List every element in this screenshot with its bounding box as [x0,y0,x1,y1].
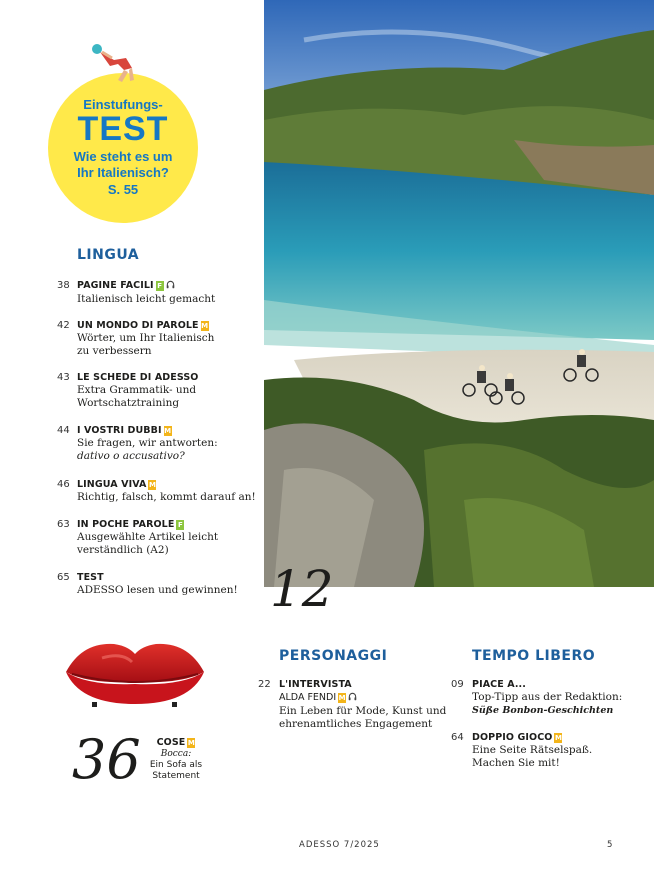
entry-title-line [77,279,215,293]
entry-page-number: 42 [57,320,70,331]
entry-page-number: 22 [258,679,271,690]
entry-desc-line: Sie fragen, wir antworten: [77,437,218,449]
level-m-icon: M [148,481,156,489]
entry-title: LINGUA VIVA [77,479,147,490]
entry-name-line [279,691,446,705]
entry-title: UN MONDO DI PAROLE [77,320,199,331]
cover-photo [264,0,654,587]
level-m-icon: M [187,739,195,747]
entry-title: COSE [156,737,186,748]
entry-page-number: 46 [57,479,70,490]
cose-page-number: 36 [72,728,141,791]
entry-name: ALDA FENDI [279,692,337,703]
level-m-icon: M [554,734,562,742]
entry-title: IN POCHE PAROLE [77,519,175,530]
entry-page-number: 63 [57,519,70,530]
toc-entry-lingua[interactable] [77,571,238,597]
section-heading-tempo-libero: TEMPO LIBERO [472,648,596,664]
entry-desc-line: Wortschatztraining [77,397,180,409]
badge-page-ref: S. 55 [107,182,139,197]
toc-entry-lingua[interactable] [77,371,198,410]
level-f-icon: F [178,521,183,529]
toc-entry-lingua[interactable] [77,279,215,306]
entry-desc-line: Italienisch leicht gemacht [77,293,216,305]
placement-test-badge[interactable] [48,73,198,223]
diver-icon [88,40,138,84]
section-heading-lingua: LINGUA [77,247,140,263]
level-m-icon: M [201,322,209,330]
entry-desc-line: Richtig, falsch, kommt darauf an! [77,491,256,503]
toc-entry-intervista[interactable] [279,678,446,731]
entry-title-line [472,678,622,691]
cose-desc-line-1: Ein Sofa als [149,760,203,770]
entry-desc-line: ADESSO lesen und gewinnen! [77,584,238,596]
entry-title: PAGINE FACILI [77,280,154,291]
entry-title-line [77,478,256,491]
entry-page-number: 38 [57,280,70,291]
toc-entry-tempo-libero[interactable] [472,678,622,717]
footer-magazine-issue: ADESSO 7/2025 [299,840,380,850]
entry-title: DOPPIO GIOCO [472,732,553,743]
entry-title: TEST [77,572,104,583]
entry-page-number: 43 [57,372,70,383]
entry-title: LE SCHEDE DI ADESSO [77,372,199,383]
toc-entry-cose[interactable] [140,737,212,782]
badge-test-label: TEST [77,110,169,148]
cose-desc-line-2: Statement [152,771,200,781]
level-f-icon: F [157,282,163,290]
footer-page-number: 5 [607,840,614,850]
entry-title-line [77,371,198,384]
entry-desc-line: dativo o accusativo? [77,450,185,462]
badge-line-4: Ihr Italienisch? [77,165,169,180]
badge-line-1: Einstufungs- [83,97,163,112]
level-m-icon: M [338,694,346,702]
entry-title-line [77,424,218,437]
entry-page-number: 44 [57,425,70,436]
section-heading-personaggi: PERSONAGGI [279,648,388,664]
entry-title: L'INTERVISTA [279,679,352,690]
badge-line-3: Wie steht es um [73,149,173,164]
level-m-icon: M [164,427,172,435]
entry-page-number: 64 [451,732,464,743]
entry-desc-line-1: Ein Leben für Mode, Kunst und [279,705,447,717]
toc-entry-lingua[interactable] [77,478,256,504]
toc-entry-lingua[interactable] [77,424,218,463]
entry-page-number: 09 [451,679,464,690]
entry-desc-line: verständlich (A2) [77,544,169,556]
headphones-icon [166,280,175,293]
entry-desc-line: Machen Sie mit! [472,757,560,769]
entry-page-number: 65 [57,572,70,583]
beach-landscape-image [264,0,654,587]
entry-desc-line: Top-Tipp aus der Redaktion: [472,691,623,703]
entry-title-line [77,518,218,531]
entry-title-line [77,319,214,332]
toc-entry-lingua[interactable] [77,518,218,557]
entry-desc-line: Extra Grammatik- und [77,384,197,396]
entry-desc-line: zu verbessern [77,345,152,357]
photo-page-number: 12 [270,560,334,618]
toc-entry-lingua[interactable] [77,319,214,358]
entry-title: PIACE A... [472,679,526,690]
entry-desc-line: Ausgewählte Artikel leicht [77,531,219,543]
entry-italic-line: Süße Bonbon-Geschichten [472,705,614,716]
entry-desc-line: Wörter, um Ihr Italienisch [77,332,215,344]
entry-title-line [77,571,238,584]
entry-desc-line-2: ehrenamtliches Engagement [279,718,433,730]
toc-entry-tempo-libero[interactable] [472,731,592,770]
headphones-icon [348,692,357,705]
entry-title: I VOSTRI DUBBI [77,425,162,436]
lips-sofa-image [62,636,208,708]
entry-desc-line: Eine Seite Rätselspaß. [472,744,593,756]
cose-subtitle: Bocca: [160,749,192,759]
entry-title-line [472,731,592,744]
